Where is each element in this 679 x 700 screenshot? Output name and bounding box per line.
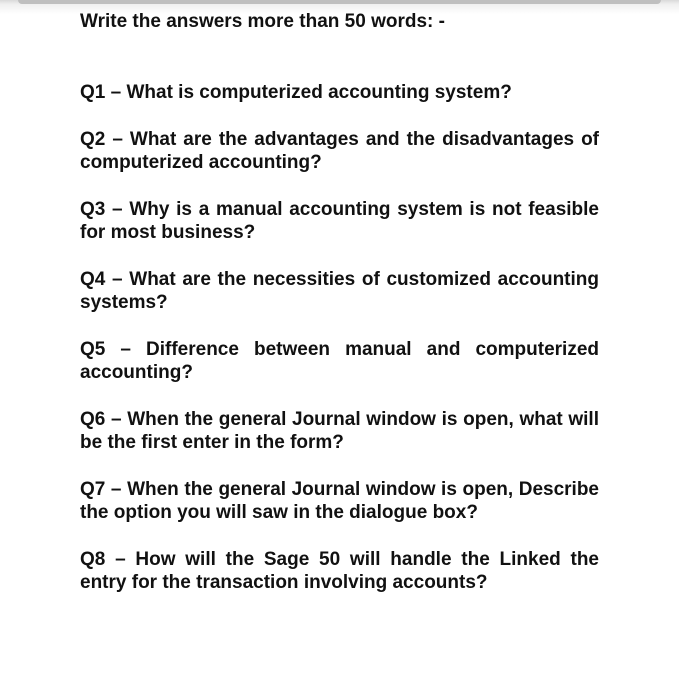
question-6: Q6 – When the general Journal window is open, what will be the first enter in the form? [80,409,599,453]
question-1: Q1 – What is computerized accounting system? [80,82,512,103]
document-body [80,10,599,618]
question-8: Q8 – How will the Sage 50 will handle the Linked the entry for the transaction involving accounts? [80,549,599,593]
question-4: Q4 – What are the necessities of customized accounting systems? [80,269,599,313]
question-2: Q2 – What are the advantages and the disadvantages of computerized accounting? [80,129,599,173]
instruction-heading: Write the answers more than 50 words: - [80,11,445,32]
question-3: Q3 – Why is a manual accounting system is not feasible for most business? [80,199,599,243]
question-7: Q7 – When the general Journal window is open, Describe the option you will saw in the dialogue box? [80,479,599,523]
top-edge-bar [18,0,661,4]
question-5: Q5 – Difference between manual and computerized accounting? [80,339,599,383]
